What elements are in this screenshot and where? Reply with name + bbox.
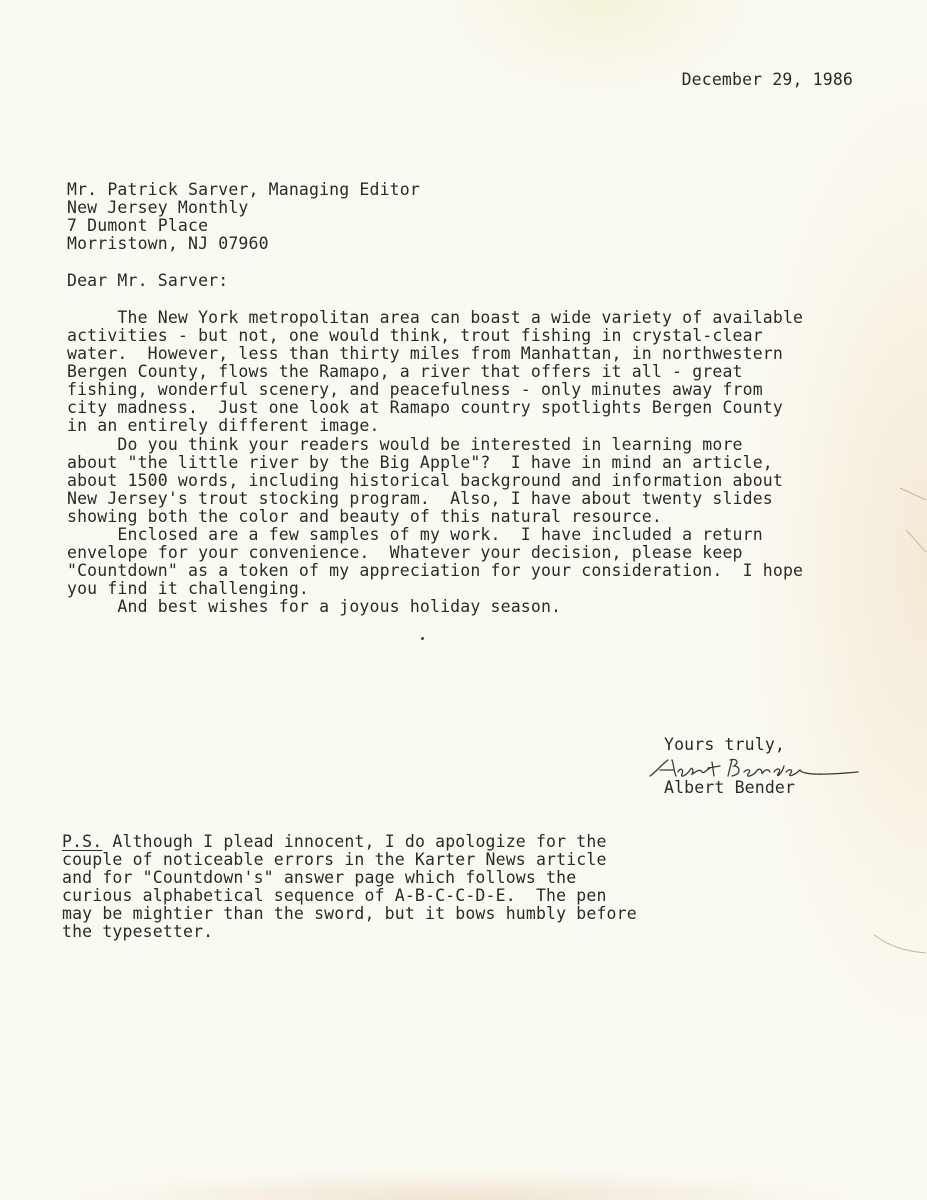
body-line: fishing, wonderful scenery, and peacefulness - only minutes away from: [67, 380, 763, 399]
postscript-label: P.S.: [62, 832, 103, 851]
recipient-name: Mr. Patrick Sarver, Managing Editor: [67, 180, 420, 199]
body-line: Enclosed are a few samples of my work. I have included a return: [67, 525, 763, 544]
body-line: Do you think your readers would be interested in learning more: [67, 435, 743, 454]
body-line: in an entirely different image.: [67, 416, 380, 435]
stray-dot: [421, 637, 424, 640]
recipient-city: Morristown, NJ 07960: [67, 234, 269, 253]
body-line: envelope for your convenience. Whatever your decision, please keep: [67, 543, 743, 562]
body-line: And best wishes for a joyous holiday season.: [67, 597, 562, 616]
recipient-publication: New Jersey Monthly: [67, 198, 249, 217]
body-line: about 1500 words, including historical background and information about: [67, 471, 783, 490]
body-line: The New York metropolitan area can boast a wide variety of available: [67, 308, 804, 327]
body-line: water. However, less than thirty miles from Manhattan, in northwestern: [67, 344, 783, 363]
body-line: city madness. Just one look at Ramapo country spotlights Bergen County: [67, 398, 783, 417]
salutation: Dear Mr. Sarver:: [67, 271, 229, 290]
postscript-line: the typesetter.: [62, 922, 214, 941]
body-line: New Jersey's trout stocking program. Also, I have about twenty slides: [67, 489, 773, 508]
body-line: you find it challenging.: [67, 579, 310, 598]
paper-crease: [868, 925, 927, 965]
paper-crease: [880, 480, 927, 590]
body-line: about "the little river by the Big Apple"? I have in mind an article,: [67, 453, 773, 472]
postscript-line: may be mightier than the sword, but it bows humbly before: [62, 904, 637, 923]
postscript-line: curious alphabetical sequence of A-B-C-C-D-E. The pen: [62, 886, 607, 905]
postscript-line: P.S. Although I plead innocent, I do apologize for the: [62, 832, 607, 851]
body-line: Bergen County, flows the Ramapo, a river that offers it all - great: [67, 362, 743, 381]
body-line: "Countdown" as a token of my appreciation for your consideration. I hope: [67, 561, 804, 580]
postscript-line: couple of noticeable errors in the Karter News article: [62, 850, 607, 869]
body-line: showing both the color and beauty of this natural resource.: [67, 507, 662, 526]
body-line: activities - but not, one would think, trout fishing in crystal-clear: [67, 326, 763, 345]
signer-name: Albert Bender: [664, 778, 796, 797]
postscript-line: and for "Countdown's" answer page which follows the: [62, 868, 577, 887]
letter-date: December 29, 1986: [681, 70, 853, 89]
recipient-street: 7 Dumont Place: [67, 216, 209, 235]
closing-phrase: Yours truly,: [664, 735, 786, 754]
